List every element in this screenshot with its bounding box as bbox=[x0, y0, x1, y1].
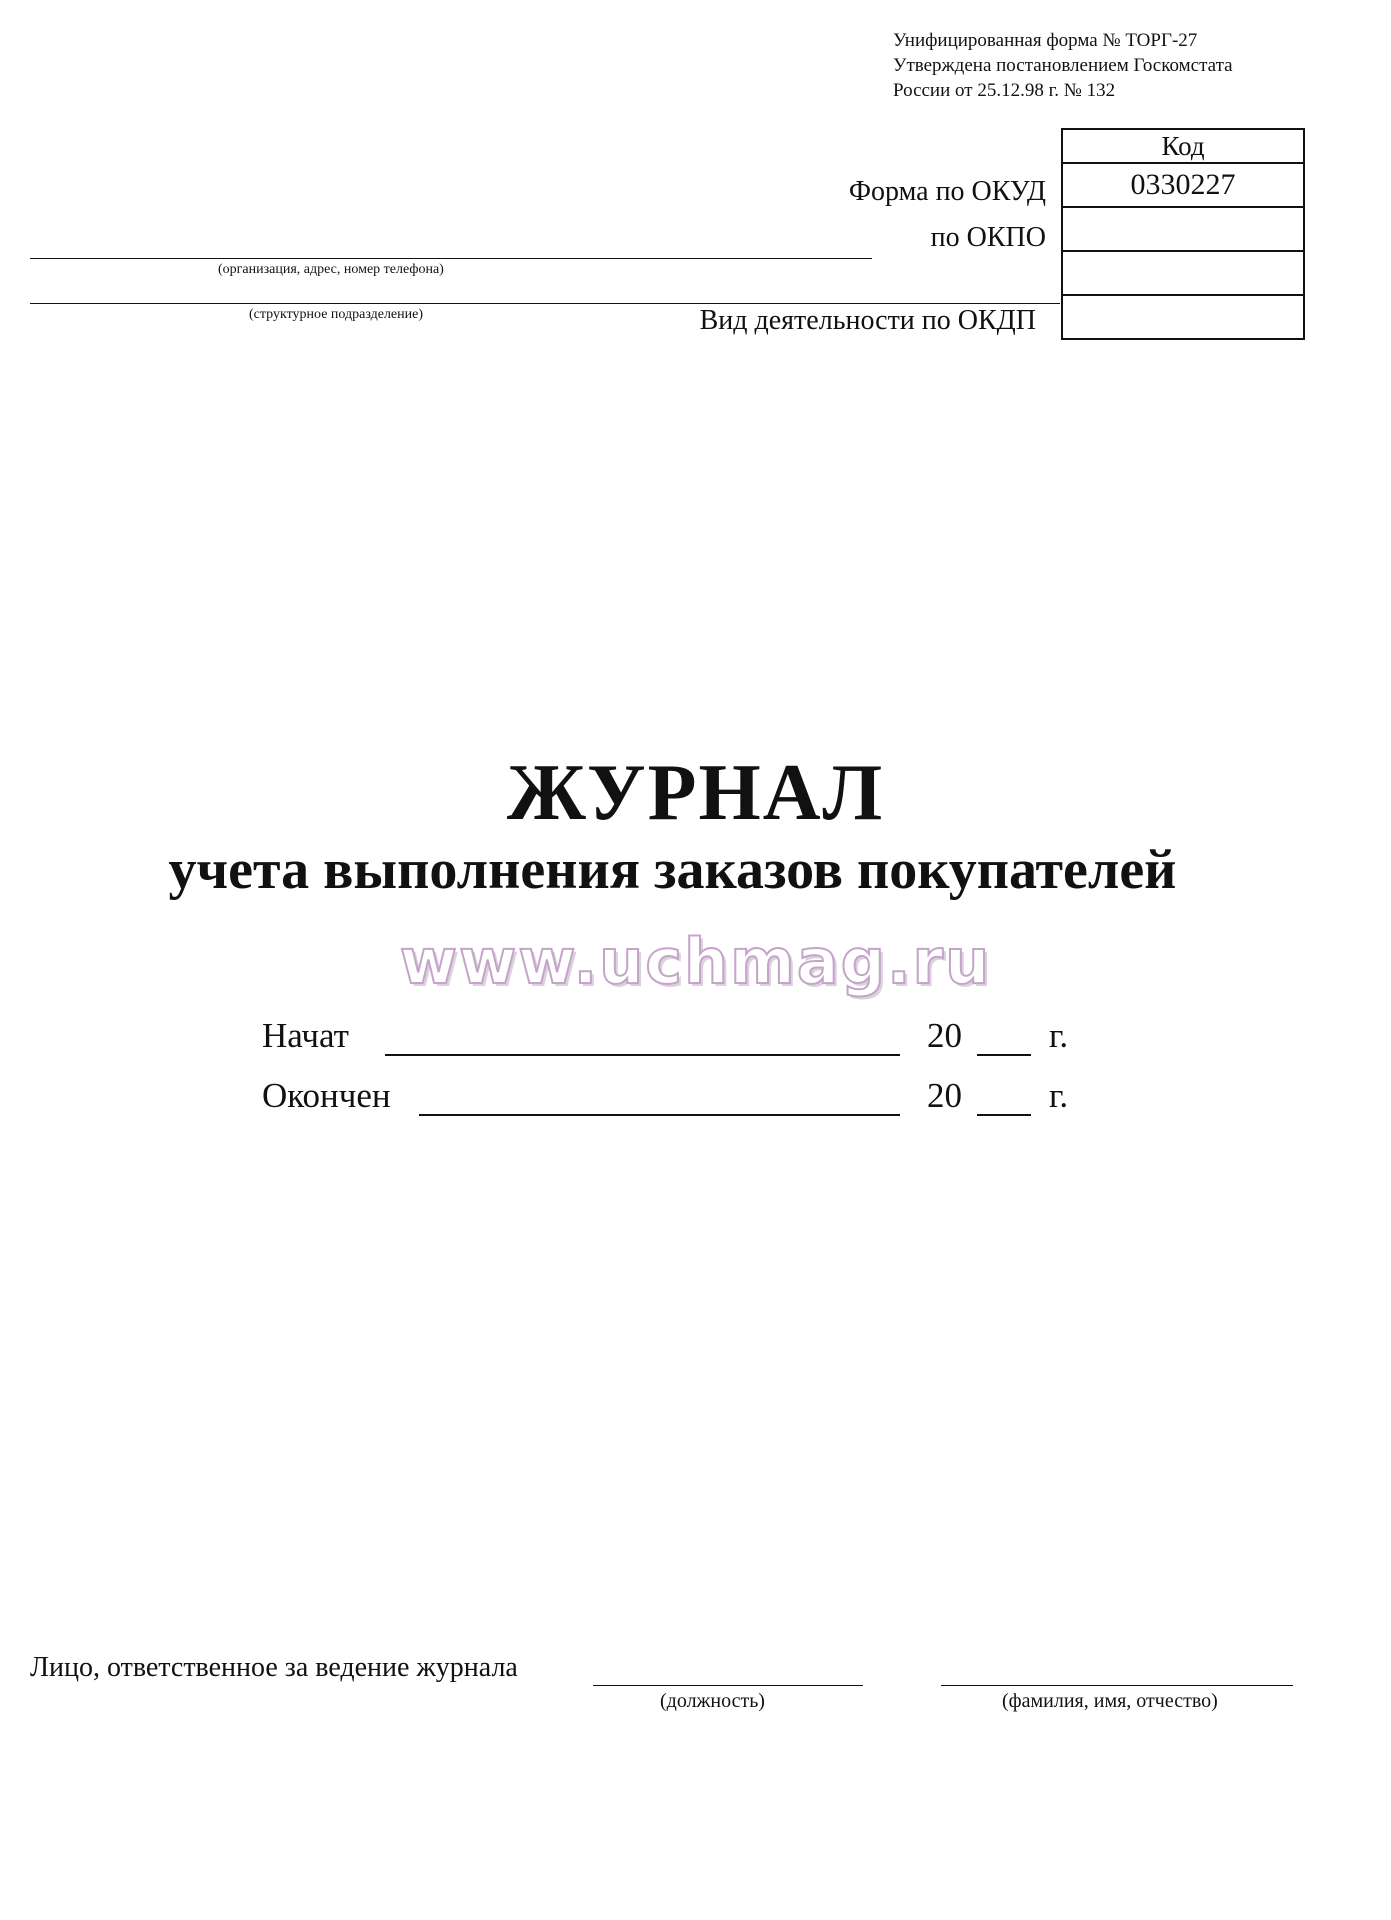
position-field[interactable] bbox=[593, 1685, 863, 1686]
ended-year-suffix: г. bbox=[1049, 1076, 1069, 1115]
department-field[interactable] bbox=[30, 303, 1060, 304]
approval-line: Утверждена постановлением Госкомстата bbox=[893, 55, 1233, 76]
department-caption: (структурное подразделение) bbox=[249, 307, 424, 322]
ended-year-field[interactable] bbox=[977, 1114, 1031, 1116]
form-approval-note bbox=[893, 28, 1233, 103]
started-year-prefix: 20 bbox=[927, 1016, 962, 1055]
okud-code-cell[interactable]: 0330227 bbox=[1062, 163, 1304, 207]
ended-date-field[interactable] bbox=[419, 1114, 900, 1116]
started-date-field[interactable] bbox=[385, 1054, 900, 1056]
page-title: ЖУРНАЛ bbox=[506, 749, 885, 837]
responsible-label: Лицо, ответственное за ведение журнала bbox=[30, 1652, 518, 1683]
watermark: www.uchmag.ru bbox=[399, 925, 992, 998]
okpo-label: по ОКПО bbox=[930, 222, 1046, 253]
started-label: Начат bbox=[262, 1016, 349, 1055]
full-name-caption: (фамилия, имя, отчество) bbox=[1002, 1690, 1218, 1712]
organization-field[interactable] bbox=[30, 258, 872, 259]
extra-code-cell[interactable] bbox=[1062, 251, 1304, 295]
page-subtitle: учета выполнения заказов покупателей bbox=[168, 839, 1177, 901]
organization-caption: (организация, адрес, номер телефона) bbox=[218, 262, 444, 277]
okpo-code-cell[interactable] bbox=[1062, 207, 1304, 251]
form-number-line: Унифицированная форма № ТОРГ-27 bbox=[893, 30, 1198, 51]
okud-label: Форма по ОКУД bbox=[848, 176, 1046, 207]
okdp-label: Вид деятельности по ОКДП bbox=[699, 305, 1036, 336]
full-name-field[interactable] bbox=[941, 1685, 1293, 1686]
ended-label: Окончен bbox=[262, 1076, 391, 1115]
ended-year-prefix: 20 bbox=[927, 1076, 962, 1115]
codes-header: Код bbox=[1062, 129, 1304, 163]
started-year-field[interactable] bbox=[977, 1054, 1031, 1056]
codes-table bbox=[1061, 128, 1305, 340]
position-caption: (должность) bbox=[660, 1690, 765, 1712]
approval-date-line: России от 25.12.98 г. № 132 bbox=[893, 80, 1116, 101]
started-year-suffix: г. bbox=[1049, 1016, 1069, 1055]
okdp-code-cell[interactable] bbox=[1062, 295, 1304, 339]
